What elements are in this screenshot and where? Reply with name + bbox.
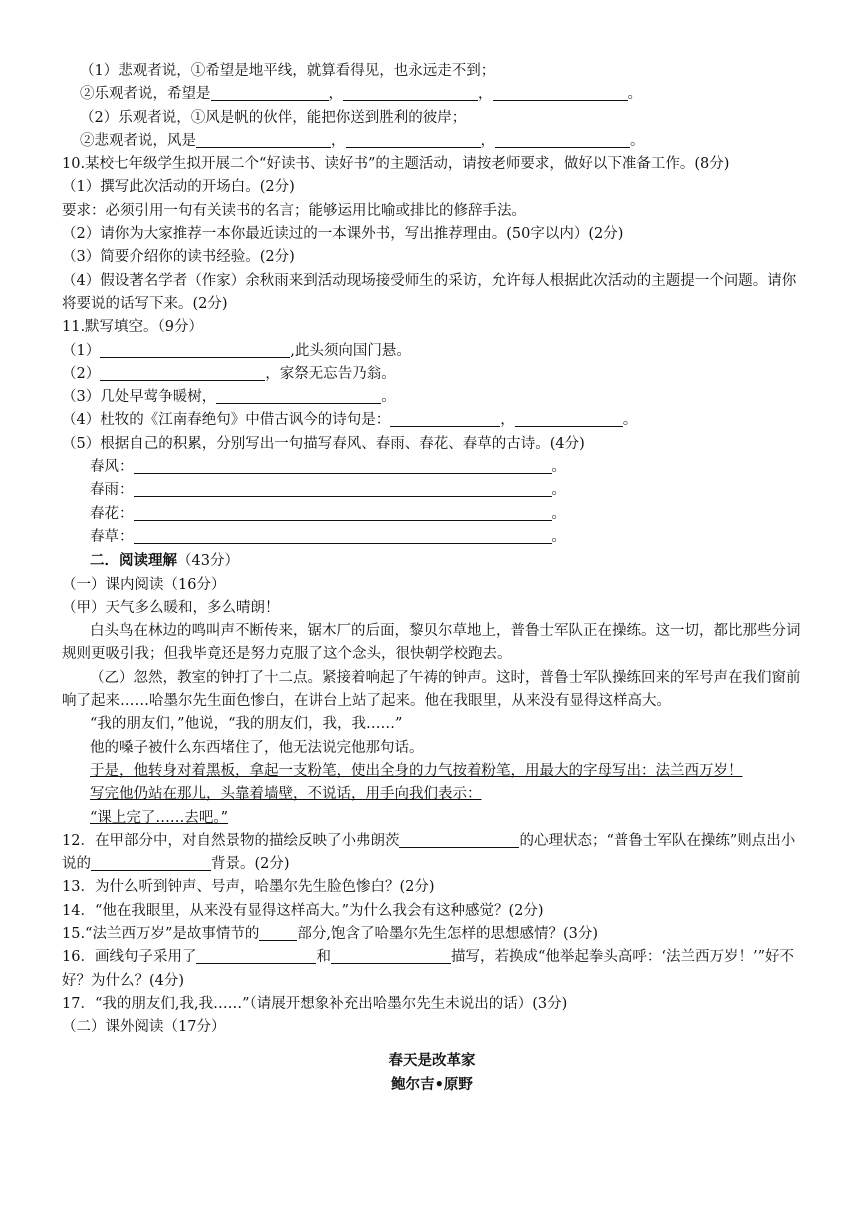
q10-stem: 10.某校七年级学生拟开展二个“好读书、读好书”的主题活动，请按老师要求，做好以下准备工作。(8分) (62, 156, 730, 173)
q11-item-2: （2） ，家祭无忘告乃翁。 (62, 365, 396, 382)
poem-line-spring-grass: 春草： 。 (90, 528, 566, 545)
answer-blank[interactable] (196, 947, 316, 964)
q10-requirement: 要求：必须引用一句有关读书的名言；能够运用比喻或排比的修辞手法。 (62, 202, 526, 219)
q11-item-4: （4）杜牧的《江南春绝句》中借古讽今的诗句是： ， 。 (62, 412, 638, 429)
answer-blank[interactable] (100, 341, 290, 358)
answer-blank[interactable] (515, 410, 623, 427)
answer-blank[interactable] (390, 410, 500, 427)
underlined-sentence: “课上完了……去吧。” (90, 809, 229, 826)
answer-blank[interactable] (399, 831, 519, 848)
poem-line-spring-rain: 春雨： 。 (90, 482, 566, 499)
poem-line-spring-wind: 春风： 。 (90, 459, 566, 476)
answer-blank[interactable] (134, 480, 552, 497)
q10-sub2: （2）请你为大家推荐一本你最近读过的一本课外书，写出推荐理由。(50字以内）(2分) (62, 226, 624, 243)
answer-blank[interactable] (211, 84, 329, 101)
part-heading: （一）课内阅读（16分） (62, 576, 226, 593)
q9-part2: （2）乐观者说，①风是帆的伙伴，能把你送到胜利的彼岸； (80, 109, 467, 126)
answer-blank[interactable] (91, 854, 211, 871)
passage-paragraph: 白头鸟在林边的鸣叫声不断传来，锯木厂的后面，黎贝尔草地上，普鲁士军队正在操练。这一切，都比那些分词规则更吸引我；但我毕竟还是努力克服了这个念头，很快朝学校跑去。 (62, 623, 801, 663)
question-12: 12．在甲部分中，对自然景物的描绘反映了小弗朗茨 的心理状态；“普鲁士军队在操练”则点出小说的 背景。(2分) (62, 832, 796, 873)
q11-title: 11.默写填空。（9分） (62, 319, 204, 336)
q9-part1-blanks: ②乐观者说，希望是 ， ， 。 (80, 86, 642, 103)
passage-yi: （乙）忽然，教室的钟打了十二点。紧接着响起了午祷的钟声。这时，普鲁士军队操练回来的军号声在我们窗前响了起来……哈墨尔先生面色惨白，在讲台上站了起来。他在我眼里，从来没有显得这样高大。 (62, 669, 801, 710)
answer-blank[interactable] (134, 504, 552, 521)
passage-paragraph: 他的嗓子被什么东西堵住了，他无法说完他那句话。 (90, 739, 424, 756)
answer-blank[interactable] (495, 131, 630, 148)
q11-item-1: （1） ,此头须向国门悬。 (62, 342, 411, 359)
answer-blank[interactable] (216, 387, 381, 404)
q10-sub1: （1）撰写此次活动的开场白。(2分) (62, 179, 295, 196)
section-heading: 二．阅读理解（43分） (90, 552, 239, 570)
passage-quote: “我的朋友们，”他说，“我的朋友们，我，我……” (90, 716, 403, 733)
exam-page (62, 60, 802, 1096)
answer-blank[interactable] (134, 527, 552, 544)
answer-blank[interactable] (493, 84, 628, 101)
question-15: 15.“法兰西万岁”是故事情节的 部分,饱含了哈墨尔先生怎样的思想感情？(3分) (62, 925, 599, 942)
answer-blank[interactable] (196, 131, 331, 148)
question-17: 17．“我的朋友们,我,我……”（请展开想象补充出哈墨尔先生未说出的话）(3分) (62, 995, 568, 1012)
answer-blank[interactable] (259, 924, 297, 941)
q9-part1: （1）悲观者说，①希望是地平线，就算看得见，也永远走不到； (80, 63, 496, 79)
question-14: 14．“他在我眼里，从来没有显得这样高大。”为什么我会有这种感觉？(2分) (62, 902, 544, 919)
question-16: 16．画线句子采用了 和 描写，若换成“他举起拳头高呼：‘法兰西万岁！’”好不好？为什么？(4分) (62, 949, 794, 989)
q10-sub4: （4）假设著名学者（作家）余秋雨来到活动现场接受师生的采访，允许每人根据此次活动的主题提一个问题。请你将要说的话写下来。(2分) (62, 272, 797, 312)
answer-blank[interactable] (346, 131, 481, 148)
answer-blank[interactable] (134, 457, 552, 474)
answer-blank[interactable] (100, 364, 265, 381)
answer-blank[interactable] (343, 84, 478, 101)
underlined-sentence: 写完他仍站在那儿，头靠着墙壁，不说话，用手向我们表示： (90, 786, 482, 803)
passage-jia-title: （甲）天气多么暖和，多么晴朗！ (62, 599, 280, 616)
question-13: 13．为什么听到钟声、号声，哈墨尔先生脸色惨白？(2分) (62, 879, 435, 896)
article-author: 鲍尔吉•原野 (391, 1075, 473, 1093)
answer-blank[interactable] (331, 947, 451, 964)
q11-item-5: （5）根据自己的积累，分别写出一句描写春风、春雨、春花、春草的古诗。(4分) (62, 435, 585, 452)
q11-item-3: （3）几处早莺争暖树， 。 (62, 389, 396, 406)
part-heading: （二）课外阅读（17分） (62, 1019, 226, 1036)
poem-line-spring-flower: 春花： 。 (90, 505, 566, 522)
article-title: 春天是改革家 (388, 1052, 476, 1070)
q9-part2-blanks: ②悲观者说，风是 ， ， 。 (80, 132, 645, 149)
underlined-sentence: 于是，他转身对着黑板，拿起一支粉笔，使出全身的力气按着粉笔，用最大的字母写出：法兰西万岁！ (90, 762, 743, 779)
q10-sub3: （3）简要介绍你的读书经验。(2分) (62, 249, 295, 266)
